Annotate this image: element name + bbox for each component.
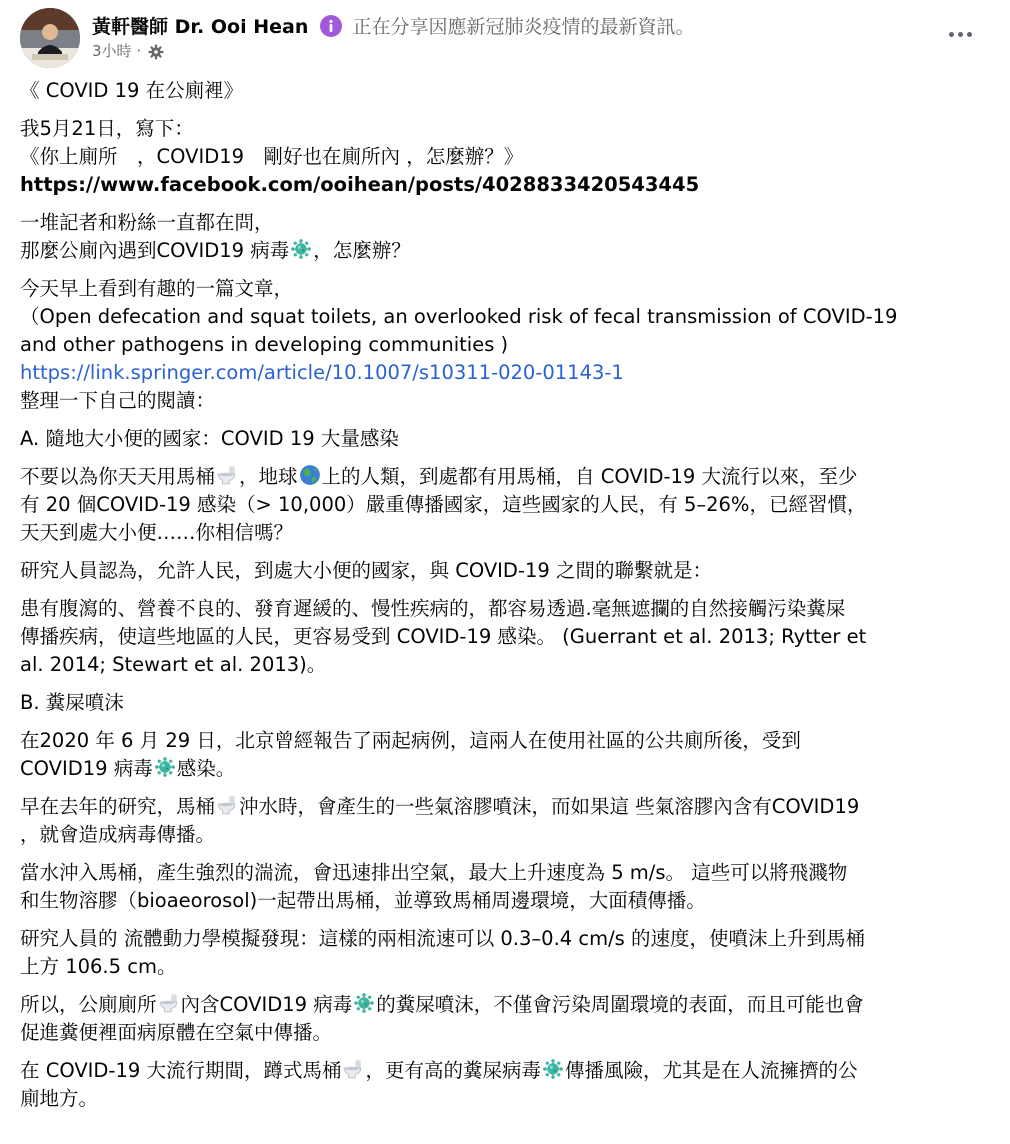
more-dot	[967, 32, 972, 37]
text-line: 所以，公廁廁所	[20, 993, 157, 1016]
text-line: 有 20 個COVID-19 感染（> 10,000）嚴重傳播國家，這些國家的人民，有 5–26%，已經習慣，	[20, 493, 867, 516]
more-horizontal-icon	[949, 32, 954, 37]
text-line: ，怎麼辦？	[313, 239, 411, 262]
text-line: 那麼公廁內遇到COVID19 病毒	[20, 239, 290, 262]
text-line: COVID19 病毒	[20, 757, 153, 780]
toilet-icon	[216, 794, 238, 816]
text-line: 患有腹瀉的、營養不良的、發育遲緩的、慢性疾病的，都容易透過.毫無遮攔的自然接觸污染糞屎	[20, 597, 846, 620]
text-line: 傳播風險，尤其是在人流擁擠的公	[565, 1059, 858, 1082]
paragraph	[20, 1057, 992, 1113]
text-line: 廁地方。	[20, 1087, 99, 1110]
paragraph	[20, 275, 992, 415]
text-line: 今天早上看到有趣的一篇文章，	[20, 277, 294, 300]
gear-icon[interactable]	[148, 44, 164, 65]
text-line: 整理一下自己的閱讀：	[20, 389, 216, 412]
activity-text: 正在分享因應新冠肺炎疫情的最新資訊。	[352, 16, 695, 38]
microbe-icon	[353, 992, 375, 1014]
section-heading-a: A. 隨地大小便的國家：COVID 19 大量感染	[20, 427, 399, 450]
paragraph	[20, 991, 992, 1047]
text-line: al. 2014; Stewart et al. 2013)。	[20, 653, 327, 676]
paragraph	[20, 925, 992, 981]
microbe-icon	[542, 1058, 564, 1080]
meta-separator: ·	[136, 42, 142, 60]
text-line: and other pathogens in developing communities )	[20, 333, 509, 356]
post-meta	[92, 41, 164, 65]
globe-icon	[299, 464, 321, 486]
avatar[interactable]	[20, 8, 80, 68]
microbe-icon	[154, 756, 176, 778]
more-options-button[interactable]	[940, 18, 980, 50]
toilet-icon	[158, 992, 180, 1014]
section-heading-b: B. 糞屎噴沫	[20, 691, 124, 714]
paragraph	[20, 859, 992, 915]
text-line: 不要以為你天天用馬桶	[20, 465, 216, 488]
text-line: 感染。	[176, 757, 236, 780]
text-line: 在 COVID-19 大流行期間，蹲式馬桶	[20, 1059, 342, 1082]
text-line: 當水沖入馬桶，產生強烈的湍流，會迅速排出空氣，最大上升速度為 5 m/s。 這些可以將飛濺物	[20, 861, 848, 884]
post-content	[20, 77, 992, 1113]
facebook-post-link[interactable]: https://www.facebook.com/ooihean/posts/4028833420543445	[20, 173, 700, 196]
author-name[interactable]: 黃軒醫師 Dr. Ooi Hean	[92, 16, 309, 38]
text-line: 在2020 年 6 月 29 日，北京曾經報告了兩起病例，這兩人在使用社區的公共廁所後，受到	[20, 729, 801, 752]
text-line: （Open defecation and squat toilets, an overlooked risk of fecal transmission of COVID-19	[20, 305, 898, 328]
paragraph	[20, 209, 992, 265]
text-line: ，就會造成病毒傳播。	[20, 823, 216, 846]
paragraph	[20, 463, 992, 547]
springer-article-link[interactable]: https://link.springer.com/article/10.1007/s10311-020-01143-1	[20, 361, 624, 384]
info-icon	[320, 15, 342, 37]
post-time[interactable]: 3小時	[92, 42, 132, 60]
text-line: 和生物溶膠（bioaeorosol)一起帶出馬桶，並導致馬桶周邊環境，大面積傳播。	[20, 889, 706, 912]
text-line: 上的人類，到處都有用馬桶，自 COVID-19 大流行以來，至少	[321, 465, 858, 488]
text-line: 一堆記者和粉絲一直都在問，	[20, 211, 274, 234]
post-header	[20, 8, 990, 70]
text-line: 天天到處大小便……你相信嗎？	[20, 521, 294, 544]
text-line: 促進糞便裡面病原體在空氣中傳播。	[20, 1021, 333, 1044]
author-line	[92, 14, 694, 40]
paragraph	[20, 793, 992, 849]
post-title: 《 COVID 19 在公廁裡》	[20, 79, 244, 102]
text-line: 傳播疾病，使這些地區的人民，更容易受到 COVID-19 感染。 (Guerrant et al. 2013; Rytter et	[20, 625, 867, 648]
text-line: 早在去年的研究，馬桶	[20, 795, 216, 818]
text-line: 的糞屎噴沫，不僅會污染周圍環境的表面，而且可能也會	[376, 993, 864, 1016]
text-line: 內含COVID19 病毒	[180, 993, 353, 1016]
text-line: ，地球	[239, 465, 298, 488]
paragraph	[20, 595, 992, 679]
paragraph	[20, 727, 992, 783]
text-line: ，更有高的糞屎病毒	[365, 1059, 541, 1082]
more-dot	[958, 32, 963, 37]
paragraph	[20, 115, 992, 199]
toilet-icon	[216, 464, 238, 486]
text-line: 研究人員的 流體動力學模擬發現：這樣的兩相流速可以 0.3–0.4 cm/s 的速度，使噴沫上升到馬桶	[20, 927, 866, 950]
text-line: 上方 106.5 cm。	[20, 955, 177, 978]
paragraph: 研究人員認為，允許人民，到處大小便的國家，與 COVID-19 之間的聯繫就是：	[20, 559, 712, 582]
text-line: 沖水時，會產生的一些氣溶膠噴沫，而如果這 些氣溶膠內含有COVID19	[239, 795, 860, 818]
text-line: 我5月21日，寫下：	[20, 117, 194, 140]
toilet-icon	[342, 1058, 364, 1080]
microbe-icon	[290, 238, 312, 260]
text-line: 《你上廁所 ，COVID19 剛好也在廁所內 ，怎麼辦？》	[20, 145, 524, 168]
